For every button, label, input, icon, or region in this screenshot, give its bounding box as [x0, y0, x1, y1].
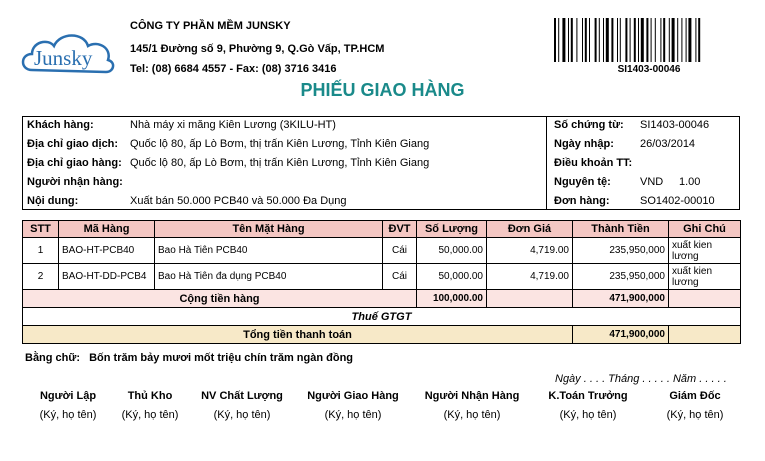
- subtotal-empty: [487, 290, 573, 308]
- table-header-row: [23, 221, 741, 238]
- order-value: SO1402-00010: [640, 195, 715, 207]
- barcode-bar: [672, 18, 675, 62]
- table-row: [23, 238, 741, 264]
- customer-value: Nhà máy xi măng Kiên Lương (3KILU-HT): [130, 119, 336, 131]
- cell-amount: 235,950,000: [573, 238, 669, 264]
- total-note: [669, 326, 741, 344]
- amount-in-words-value: Bốn trăm bảy mươi mốt triệu chín trăm ngàn đồng: [89, 352, 354, 364]
- barcode-bar: [686, 18, 687, 62]
- barcode-bar: [634, 18, 636, 62]
- cell-qty: 50,000.00: [417, 264, 487, 290]
- items-table: [22, 220, 741, 344]
- barcode-bar: [688, 18, 691, 62]
- col-header-note: Ghi Chú: [669, 221, 741, 238]
- delivery-address-value: Quốc lộ 80, ấp Lò Bơm, thị trấn Kiên Lương, Tỉnh Kiên Giang: [130, 157, 430, 169]
- total-amount: 471,900,000: [573, 326, 669, 344]
- vat-label: Thuế GTGT: [23, 308, 741, 326]
- delivery-address-label: Địa chỉ giao hàng:: [27, 157, 122, 169]
- barcode-bar: [571, 18, 573, 62]
- barcode-bar: [638, 18, 639, 62]
- sig-title-chief-accountant: K.Toán Trưởng: [548, 390, 628, 402]
- col-header-name: Tên Mặt Hàng: [155, 221, 383, 238]
- col-header-stt: STT: [23, 221, 59, 238]
- cell-qty: 50,000.00: [417, 238, 487, 264]
- info-divider: [546, 116, 547, 210]
- barcode-bar: [620, 18, 621, 62]
- sig-sub-quality: (Ký, họ tên): [213, 409, 271, 421]
- company-name: CÔNG TY PHẦN MỀM JUNSKY: [130, 20, 291, 32]
- cell-name: Bao Hà Tiên đa dụng PCB40: [155, 264, 383, 290]
- amount-in-words-label: Bằng chữ:: [25, 352, 81, 364]
- barcode-bar: [599, 18, 600, 62]
- cell-stt: 1: [23, 238, 59, 264]
- barcode-bar: [630, 18, 631, 62]
- order-label: Đơn hàng:: [554, 195, 610, 207]
- barcode-bar: [695, 18, 696, 62]
- sig-sub-storekeeper: (Ký, họ tên): [121, 409, 179, 421]
- barcode-bar: [698, 18, 700, 62]
- cell-unit: Cái: [383, 238, 417, 264]
- barcode-bar: [568, 18, 569, 62]
- total-label: Tổng tiền thanh toán: [23, 326, 573, 344]
- col-header-qty: Số Lượng: [417, 221, 487, 238]
- barcode-bar: [655, 18, 656, 62]
- logo-text: Junsky: [34, 46, 93, 70]
- company-phone: Tel: (08) 6684 4557 - Fax: (08) 3716 3416: [130, 63, 337, 75]
- sig-title-preparer: Người Lập: [39, 390, 97, 402]
- total-row: [23, 326, 741, 344]
- entry-date-value: 26/03/2014: [640, 138, 696, 150]
- barcode-bar: [651, 18, 652, 62]
- customer-label: Khách hàng:: [27, 119, 94, 131]
- barcode-bar: [641, 18, 644, 62]
- currency-label: Nguyên tệ:: [554, 176, 611, 188]
- barcode-bar: [660, 18, 661, 62]
- barcode-bar: [646, 18, 648, 62]
- barcode-bar: [603, 18, 604, 62]
- barcode-bar: [669, 18, 670, 62]
- cell-price: 4,719.00: [487, 238, 573, 264]
- cell-stt: 2: [23, 264, 59, 290]
- subtotal-label: Cộng tiền hàng: [23, 290, 417, 308]
- doc-number-label: Số chứng từ:: [554, 119, 624, 131]
- trans-address-label: Địa chỉ giao dịch:: [27, 138, 119, 150]
- subtotal-row: [23, 290, 741, 308]
- table-row: [23, 264, 741, 290]
- doc-number-value: SI1403-00046: [640, 119, 710, 131]
- col-header-price: Đơn Giá: [487, 221, 573, 238]
- col-header-amount: Thành Tiền: [573, 221, 669, 238]
- barcode-bar: [617, 18, 618, 62]
- sig-title-deliverer: Người Giao Hàng: [307, 390, 399, 402]
- vat-row: [23, 308, 741, 326]
- barcode-bar: [681, 18, 682, 62]
- subtotal-amount: 471,900,000: [573, 290, 669, 308]
- currency-value: VND: [640, 176, 664, 188]
- barcode-bar: [589, 18, 590, 62]
- sig-sub-preparer: (Ký, họ tên): [39, 409, 97, 421]
- sig-title-receiver: Người Nhận Hàng: [424, 390, 520, 402]
- cell-unit: Cái: [383, 264, 417, 290]
- content-value: Xuất bán 50.000 PCB40 và 50.000 Đa Dụng: [130, 195, 347, 207]
- company-address: 145/1 Đường số 9, Phường 9, Q.Gò Vấp, TP.HCM: [130, 43, 385, 55]
- cell-code: BAO-HT-PCB40: [59, 238, 155, 264]
- barcode-bar: [611, 18, 613, 62]
- sig-title-director: Giám Đốc: [669, 390, 721, 402]
- payment-terms-label: Điều khoản TT:: [554, 157, 633, 169]
- amount-in-words: [25, 352, 353, 364]
- company-logo: [18, 24, 118, 78]
- barcode-bar: [554, 18, 556, 62]
- barcode-bar: [595, 18, 597, 62]
- cell-amount: 235,950,000: [573, 264, 669, 290]
- barcode-bar: [625, 18, 627, 62]
- cell-note: xuất kien lương: [669, 264, 741, 290]
- sig-title-storekeeper: Thủ Kho: [127, 390, 173, 402]
- barcode-bar: [663, 18, 665, 62]
- barcode-bar: [585, 18, 587, 62]
- cell-note: xuất kien lương: [669, 238, 741, 264]
- cell-name: Bao Hà Tiên PCB40: [155, 238, 383, 264]
- barcode-bar: [582, 18, 583, 62]
- subtotal-note: [669, 290, 741, 308]
- sig-sub-receiver: (Ký, họ tên): [443, 409, 501, 421]
- sig-sub-chief-accountant: (Ký, họ tên): [559, 409, 617, 421]
- entry-date-label: Ngày nhập:: [554, 138, 614, 150]
- sig-sub-deliverer: (Ký, họ tên): [324, 409, 382, 421]
- date-line: Ngày . . . . Tháng . . . . . Năm . . . . .: [555, 373, 727, 385]
- page-title: PHIẾU GIAO HÀNG: [300, 80, 465, 100]
- sig-title-quality: NV Chất Lượng: [201, 390, 283, 402]
- cell-code: BAO-HT-DD-PCB4: [59, 264, 155, 290]
- sig-sub-director: (Ký, họ tên): [666, 409, 724, 421]
- col-header-code: Mã Hàng: [59, 221, 155, 238]
- content-label: Nội dung:: [27, 195, 79, 207]
- barcode: [552, 18, 748, 62]
- receiver-label: Người nhận hàng:: [27, 176, 123, 188]
- subtotal-qty: 100,000.00: [417, 290, 487, 308]
- barcode-number: SI1403-00046: [617, 64, 681, 75]
- exchange-rate: 1.00: [679, 176, 701, 188]
- barcode-bar: [562, 18, 565, 62]
- barcode-bar: [606, 18, 609, 62]
- cell-price: 4,719.00: [487, 264, 573, 290]
- barcode-bar: [558, 18, 559, 62]
- trans-address-value: Quốc lộ 80, ấp Lò Bơm, thị trấn Kiên Lương, Tỉnh Kiên Giang: [130, 138, 430, 150]
- barcode-bar: [677, 18, 678, 62]
- barcode-bar: [576, 18, 577, 62]
- col-header-unit: ĐVT: [383, 221, 417, 238]
